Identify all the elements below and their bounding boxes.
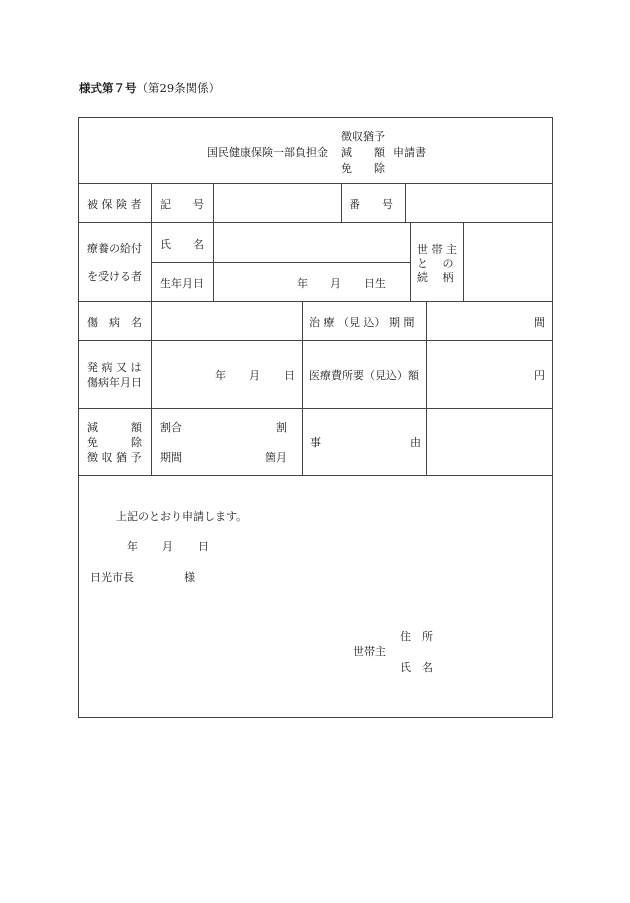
reduction-label-1: 減 額 <box>87 421 142 434</box>
row-line-2 <box>78 222 553 223</box>
col-line-number-label <box>341 183 342 222</box>
col-line-middle <box>302 301 303 475</box>
illness-label: 傷 病 名 <box>87 316 142 329</box>
birth-day: 日生 <box>364 277 386 290</box>
declaration-statement: 上記のとおり申請します。 <box>116 510 248 523</box>
row-line-1 <box>78 183 553 184</box>
row-line-recipient-mid <box>151 262 410 263</box>
form-header <box>79 80 220 96</box>
ratio-label: 割合 <box>160 421 182 434</box>
insured-number-label: 番 号 <box>349 198 393 211</box>
form-title-suffix: 申請書 <box>393 146 426 159</box>
treatment-period-label: 治 療 （見 込） 期 間 <box>309 316 415 329</box>
recipient-label-1: 療養の給付 <box>87 242 142 255</box>
declaration-month: 月 <box>162 540 173 553</box>
insured-symbol-label: 記 号 <box>160 198 204 211</box>
reduction-label-2: 免 除 <box>87 436 142 449</box>
col-line-right <box>426 301 427 475</box>
reason-label-1: 事 <box>310 436 321 449</box>
addressee-honorific: 様 <box>184 571 195 584</box>
frame-right <box>552 117 553 718</box>
col-line-sub <box>213 183 214 301</box>
onset-year: 年 <box>215 369 226 382</box>
col-line-number-value <box>405 183 406 222</box>
col-line-relation-value <box>463 222 464 301</box>
row-line-5 <box>78 408 553 409</box>
householder-name-label: 氏 名 <box>400 661 433 674</box>
period-label: 期間 <box>160 451 182 464</box>
period-unit: 箇月 <box>265 451 287 464</box>
onset-month: 月 <box>249 369 260 382</box>
frame-top <box>78 117 553 118</box>
col-line-label <box>151 183 152 475</box>
addressee: 日光市長 <box>90 571 134 584</box>
recipient-label-2: を受ける者 <box>87 270 142 283</box>
title-option-defer: 徴収猶予 <box>341 130 385 143</box>
title-option-exempt: 免 除 <box>341 162 385 175</box>
declaration-year: 年 <box>127 540 138 553</box>
cost-unit: 円 <box>534 369 545 382</box>
address-label: 住 所 <box>400 630 433 643</box>
form-title-main: 国民健康保険一部負担金 <box>207 146 328 159</box>
row-line-3 <box>78 301 553 302</box>
recipient-birth-label: 生年月日 <box>160 277 204 290</box>
ratio-unit: 割 <box>276 421 287 434</box>
treatment-period-unit: 間 <box>534 316 545 329</box>
birth-year: 年 <box>297 277 308 290</box>
insured-label: 被 保 険 者 <box>87 198 142 211</box>
frame-bottom <box>78 717 553 718</box>
relation-label-3: 続 柄 <box>417 271 454 284</box>
householder-label: 世帯主 <box>353 645 386 658</box>
recipient-name-label: 氏 名 <box>160 238 204 251</box>
row-line-4 <box>78 340 553 341</box>
reduction-label-3: 徴 収 猶 予 <box>87 451 142 464</box>
title-option-reduce: 減 額 <box>341 146 385 159</box>
relation-label-2: と の <box>417 257 454 270</box>
cost-label: 医療費所要（見込）額 <box>309 369 419 382</box>
relation-label-1: 世 帯 主 <box>417 243 457 256</box>
row-line-6 <box>78 475 553 476</box>
col-line-relation-label <box>410 222 411 301</box>
form-number: 様式第７号 <box>79 81 137 95</box>
reason-label-2: 由 <box>410 436 421 449</box>
article-reference: （第29条関係） <box>136 81 221 95</box>
declaration-day: 日 <box>198 540 209 553</box>
onset-label-1: 発 病 又 は <box>87 361 142 374</box>
onset-day: 日 <box>284 369 295 382</box>
birth-month: 月 <box>330 277 341 290</box>
frame-left <box>78 117 79 718</box>
onset-label-2: 傷病年月日 <box>87 376 142 389</box>
